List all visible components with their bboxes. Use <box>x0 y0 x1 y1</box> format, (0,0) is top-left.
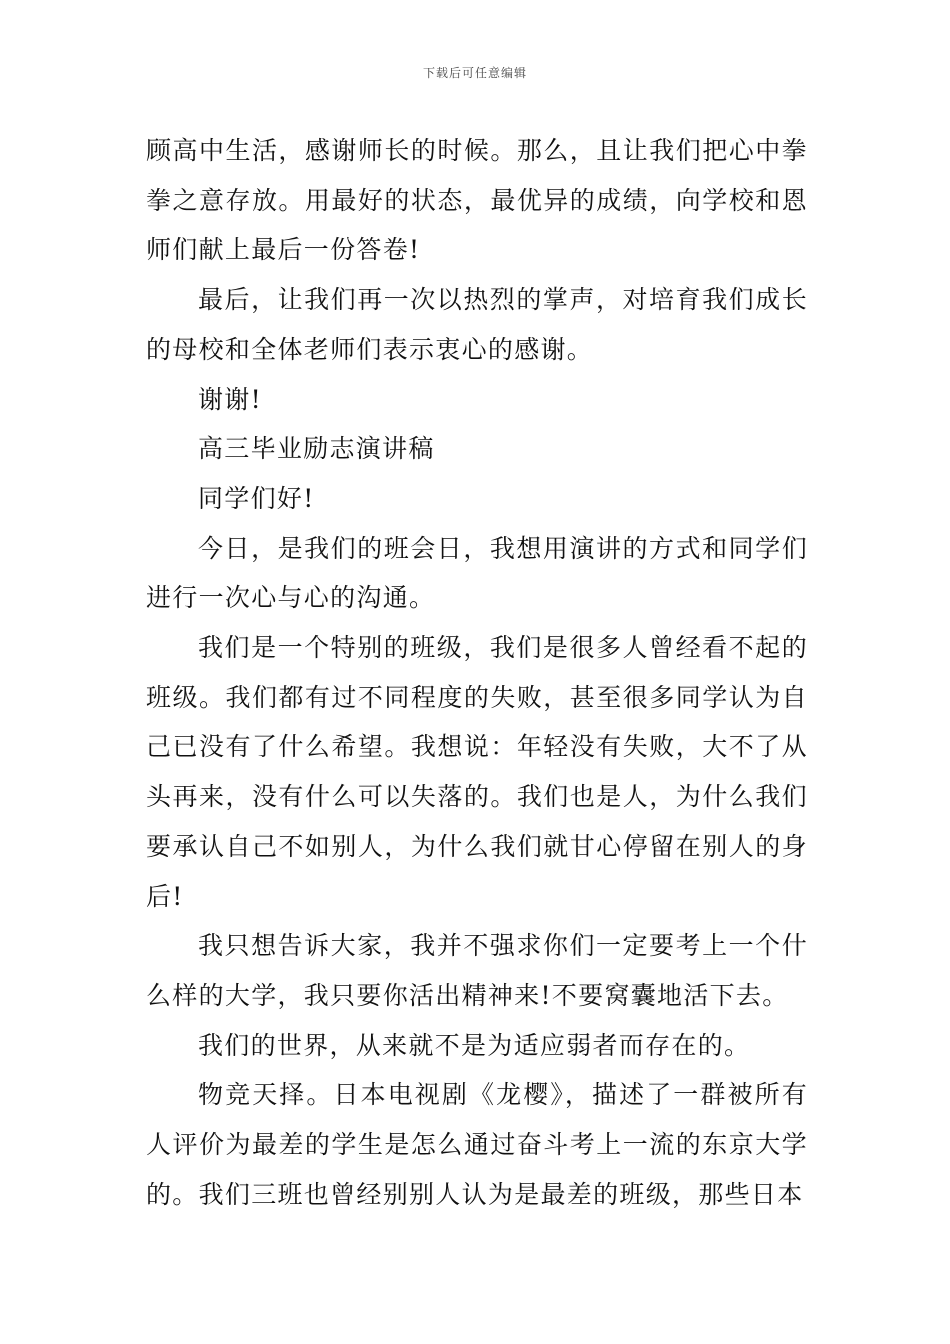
paragraph-6: 今日，是我们的班会日，我想用演讲的方式和同学们进行一次心与心的沟通。 <box>146 533 808 613</box>
paragraph-3: 谢谢! <box>198 384 262 414</box>
greeting: 同学们好! <box>198 483 315 513</box>
page-header: 下载后可任意编辑 <box>422 66 527 80</box>
paragraph-7: 我们是一个特别的班级，我们是很多人曾经看不起的班级。我们都有过不同程度的失败，甚至很多同学认为自己已没有了什么希望。我想说：年轻没有失败，大不了从头再来，没有什么可以失落的。我们也是人，为什么我们要承认自己不如别人，为什么我们就甘心停留在别人的身后! <box>146 633 808 911</box>
document-body <box>146 126 808 1219</box>
speech-title: 高三毕业励志演讲稿 <box>198 434 435 464</box>
paragraph-2: 最后，让我们再一次以热烈的掌声，对培育我们成长的母校和全体老师们表示衷心的感谢。 <box>146 285 808 364</box>
paragraph-9: 我们的世界，从来就不是为适应弱者而存在的。 <box>198 1030 751 1060</box>
paragraph-1: 顾高中生活，感谢师长的时候。那么，且让我们把心中拳拳之意存放。用最好的状态，最优异的成绩，向学校和恩师们献上最后一份答卷! <box>146 136 808 265</box>
paragraph-10: 物竞天择。日本电视剧《龙樱》，描述了一群被所有人评价为最差的学生是怎么通过奋斗考上一流的东京大学的。我们三班也曾经别别人认为是最差的班级，那些日本 <box>146 1080 808 1209</box>
paragraph-8: 我只想告诉大家，我并不强求你们一定要考上一个什么样的大学，我只要你活出精神来!不要窝囊地活下去。 <box>146 931 808 1010</box>
